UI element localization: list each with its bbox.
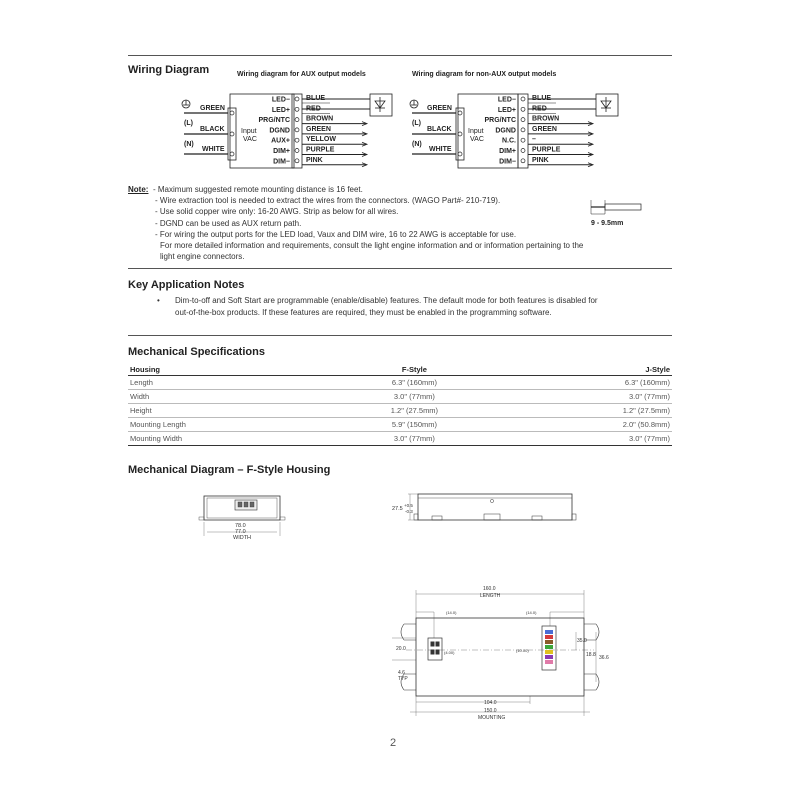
nonaux-diagram-title: Wiring diagram for non-AUX output models: [412, 71, 557, 78]
nonaux-port-label: N.C.: [502, 137, 516, 145]
ref-dim-3: (10.00): [516, 648, 529, 653]
nonaux-output-terminal: [518, 94, 528, 168]
nonaux-input-label: Input: [468, 128, 484, 135]
table-header-row: [128, 363, 672, 376]
row-label: Mounting Width: [128, 432, 329, 446]
end-width-dim-2: 77.0: [235, 529, 246, 535]
mech-spec-title: Mechanical Specifications: [128, 346, 265, 358]
nonaux-wiring-diagram: [396, 88, 626, 172]
dim-20: 20.0: [396, 646, 406, 652]
housing-outline: [416, 618, 584, 696]
side-view-drawing: [388, 488, 583, 526]
dim-18-8: 18.8: [586, 652, 596, 658]
aux-wire-label: YELLOW: [306, 136, 336, 144]
j-style-value: 3.0" (77mm): [500, 390, 672, 404]
table-row: [128, 432, 672, 446]
aux-white-label: WHITE: [202, 146, 225, 153]
note-line-5: - For wiring the output ports for the LED load, Vaux and DIM wire, 16 to 22 AWG is acceptable for use.: [155, 230, 517, 239]
aux-terminal-4: [295, 138, 299, 142]
nonaux-terminal-3: [521, 128, 525, 132]
aux-vac-label: VAC: [243, 136, 257, 143]
nonaux-wire-label: RED: [532, 105, 547, 113]
mounting-label: MOUNTING: [478, 715, 506, 721]
table-row: [128, 404, 672, 418]
divider-notes: [128, 268, 672, 269]
divider-key-app: [128, 335, 672, 336]
page-number: 2: [390, 737, 397, 749]
side-height-tol-minus: -0.3: [405, 509, 413, 514]
aux-terminal-0: [295, 97, 299, 101]
j-style-value: 6.3" (160mm): [500, 376, 672, 390]
col-housing: Housing: [128, 363, 329, 376]
ref-dim-2: (14.0): [526, 610, 537, 615]
f-style-value: 1.2" (27.5mm): [329, 404, 501, 418]
wire-strip-illustration: [583, 196, 645, 230]
nonaux-wire-label: –: [532, 136, 536, 144]
aux-wire-label: RED: [306, 105, 321, 113]
aux-input-label: Input: [241, 128, 257, 135]
nonaux-white-label: WHITE: [429, 146, 452, 153]
top-view-drawing: [390, 582, 618, 724]
row-label: Width: [128, 390, 329, 404]
nonaux-line-n-label: (N): [412, 141, 422, 148]
aux-terminal-3: [295, 128, 299, 132]
note-line-3: - Use solid copper wire only: 16-20 AWG. Strip as below for all wires.: [155, 207, 399, 216]
dim-104: 104.0: [484, 700, 497, 706]
nonaux-terminal-0: [521, 97, 525, 101]
aux-terminal-5: [295, 149, 299, 153]
dim-4-6: 4.6: [398, 670, 405, 676]
led-icon: [601, 97, 611, 112]
f-style-value: 3.0" (77mm): [329, 432, 501, 446]
j-style-value: 1.2" (27.5mm): [500, 404, 672, 418]
led-icon: [375, 97, 385, 112]
f-style-value: 6.3" (160mm): [329, 376, 501, 390]
aux-port-label: DIM+: [273, 148, 290, 155]
aux-green-label: GREEN: [200, 105, 225, 112]
nonaux-terminal-4: [521, 138, 525, 142]
aux-wire-label: PINK: [306, 156, 323, 164]
aux-output-terminal: [292, 94, 302, 168]
note-line-6: For more detailed information and requirements, consult the light engine information and or information pertaining to the: [160, 241, 584, 250]
aux-wire-label: PURPLE: [306, 146, 335, 154]
row-label: Mounting Length: [128, 418, 329, 432]
nonaux-line-l-label: (L): [412, 120, 421, 127]
note-line-7: light engine connectors.: [160, 252, 245, 261]
row-label: Length: [128, 376, 329, 390]
aux-terminal-1: [295, 107, 299, 111]
nonaux-vac-label: VAC: [470, 136, 484, 143]
f-style-value: 3.0" (77mm): [329, 390, 501, 404]
key-app-bullet: •: [157, 296, 160, 305]
aux-port-label: LED+: [271, 106, 290, 114]
row-label: Height: [128, 404, 329, 418]
length-label: LENGTH: [480, 593, 501, 599]
table-row: [128, 418, 672, 432]
nonaux-terminal-1: [521, 107, 525, 111]
nonaux-port-label: DGND: [495, 127, 516, 135]
nonaux-wire-label: BROWN: [532, 115, 560, 123]
aux-line-l-label: (L): [184, 120, 193, 127]
nonaux-wire-label: BLUE: [532, 95, 552, 102]
end-width-dim-1: 78.0: [235, 523, 246, 529]
dim-typ: TYP: [398, 676, 408, 682]
note-line-2: - Wire extraction tool is needed to extract the wires from the connectors. (WAGO Part#- 210-719).: [155, 196, 501, 205]
nonaux-port-label: DIM+: [499, 148, 516, 155]
nonaux-port-label: LED+: [497, 106, 516, 114]
nonaux-black-label: BLACK: [427, 126, 452, 133]
table-row: [128, 376, 672, 390]
nonaux-wire-label: PINK: [532, 156, 549, 164]
strip-length-label: 9 - 9.5mm: [591, 220, 624, 227]
aux-diagram-title: Wiring diagram for AUX output models: [237, 71, 366, 78]
aux-port-label: DGND: [269, 127, 290, 135]
aux-port-label: PRG/NTC: [258, 117, 290, 125]
nonaux-terminal-6: [521, 159, 525, 163]
aux-wiring-diagram: [170, 88, 400, 172]
aux-terminal-6: [295, 159, 299, 163]
dim-35: 35.0: [577, 638, 587, 644]
dim-36-6: 36.6: [599, 655, 609, 661]
aux-black-label: BLACK: [200, 126, 225, 133]
mounting-dim: 150.0: [484, 708, 497, 714]
top-divider: [128, 55, 672, 56]
aux-port-label: LED−: [271, 96, 290, 104]
aux-wire-label: GREEN: [306, 125, 331, 133]
mech-spec-table: [128, 363, 672, 446]
aux-line-n-label: (N): [184, 141, 194, 148]
wiring-diagram-title: Wiring Diagram: [128, 64, 210, 76]
aux-wire-label: BLUE: [306, 95, 326, 102]
length-dim: 160.0: [483, 586, 496, 592]
nonaux-wire-label: GREEN: [532, 125, 557, 133]
f-style-value: 5.9" (150mm): [329, 418, 501, 432]
nonaux-port-label: LED−: [497, 96, 516, 104]
ref-dim-4: (4.00): [444, 650, 455, 655]
nonaux-green-label: GREEN: [427, 105, 452, 112]
table-row: [128, 390, 672, 404]
nonaux-terminal-2: [521, 118, 525, 122]
col-f-style: F-Style: [329, 363, 501, 376]
note-line-4: - DGND can be used as AUX return path.: [155, 219, 302, 228]
aux-wire-label: BROWN: [306, 115, 334, 123]
aux-port-label: AUX+: [271, 137, 290, 145]
key-app-title: Key Application Notes: [128, 279, 245, 291]
j-style-value: 2.0" (50.8mm): [500, 418, 672, 432]
col-j-style: J-Style: [500, 363, 672, 376]
key-app-line-1: Dim-to-off and Soft Start are programmable (enable/disable) features. The default mode for both features is disabled for: [175, 296, 598, 305]
nonaux-port-label: DIM−: [499, 158, 516, 166]
aux-terminal-2: [295, 118, 299, 122]
end-view-drawing: [195, 490, 290, 548]
ref-dim-1: (14.0): [446, 610, 457, 615]
note-label: Note:: [128, 185, 149, 194]
side-height-tol-plus: +0.5: [404, 503, 413, 508]
aux-led-load: [370, 94, 392, 116]
nonaux-port-label: PRG/NTC: [484, 117, 516, 125]
note-line-1: - Maximum suggested remote mounting distance is 16 feet.: [153, 185, 363, 194]
key-app-line-2: out-of-the-box products. If these features are required, they must be enabled in the programming software.: [175, 308, 552, 317]
side-height-dim: 27.5: [392, 506, 403, 512]
nonaux-wire-label: PURPLE: [532, 146, 561, 154]
aux-port-label: DIM−: [273, 158, 290, 166]
j-style-value: 3.0" (77mm): [500, 432, 672, 446]
nonaux-led-load: [596, 94, 618, 116]
end-width-label: WIDTH: [233, 535, 252, 541]
nonaux-terminal-5: [521, 149, 525, 153]
mech-diagram-title: Mechanical Diagram – F-Style Housing: [128, 464, 331, 476]
